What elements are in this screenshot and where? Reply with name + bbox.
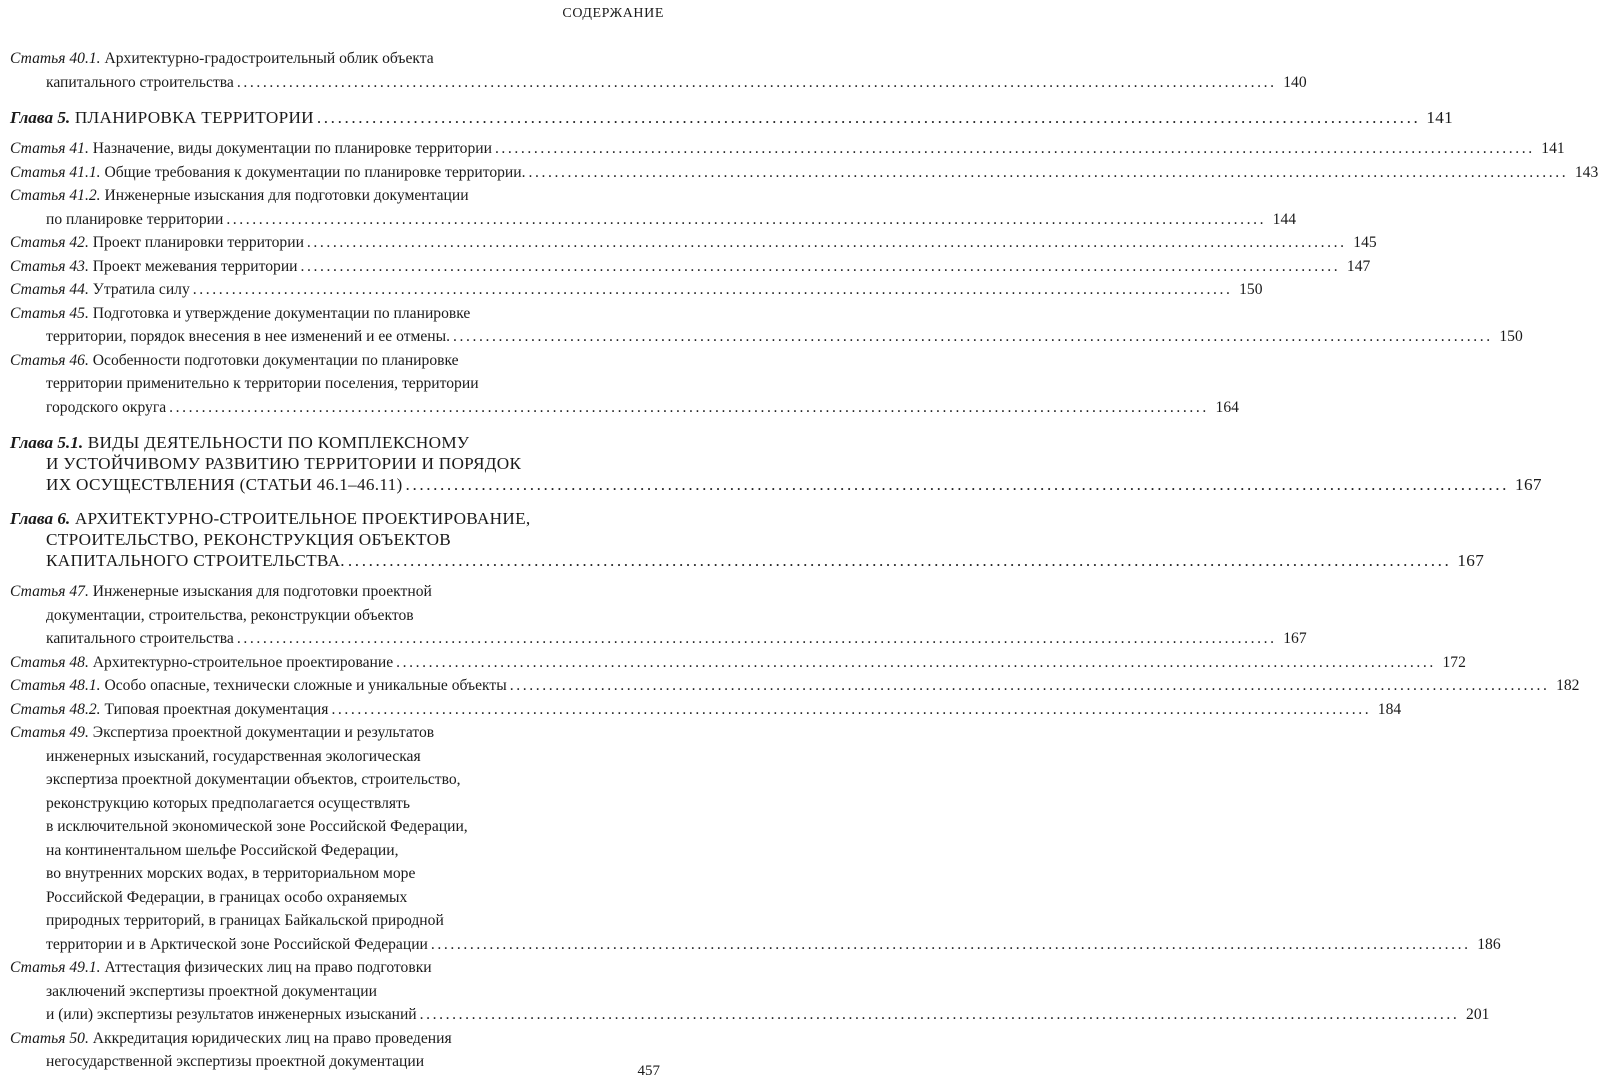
toc-entry-text: реконструкцию которых предполагается осуществлять xyxy=(46,794,410,812)
toc-entry-page: 141 xyxy=(1426,108,1454,127)
toc-entry-article-50[interactable] xyxy=(10,1027,660,1074)
toc-entry-text: Архитектурно-строительное проектирование xyxy=(92,653,394,671)
toc-entry-page: 167 xyxy=(1283,630,1307,647)
toc-entry-page: 172 xyxy=(1442,653,1466,671)
toc-entry-article-44[interactable] xyxy=(10,278,1263,302)
toc-entry-article-48[interactable] xyxy=(10,651,1466,675)
toc-entry-article-40-1[interactable] xyxy=(10,47,1307,94)
toc-entry-text: Архитектурно-градостроительный облик объекта xyxy=(104,50,434,67)
toc-entry-label: Статья 42. xyxy=(10,234,89,251)
toc-entry-page: 145 xyxy=(1353,234,1377,251)
dot-leader: ................................................................................................................................................................ xyxy=(430,935,1471,953)
toc-entry-text: природных территорий, в границах Байкальской природной xyxy=(46,912,444,929)
toc-entry-page: 184 xyxy=(1377,700,1402,718)
toc-entry-page: 147 xyxy=(1346,257,1371,275)
toc-entry-text: городского округа xyxy=(46,398,167,416)
toc-entry-article-43[interactable] xyxy=(10,255,1371,279)
toc-entry-page: 141 xyxy=(1541,140,1565,157)
toc-entry-text: инженерных изысканий, государственная экологическая xyxy=(46,747,421,765)
toc-entry-label: Статья 41. xyxy=(10,140,89,157)
toc-entry-page: 150 xyxy=(1499,328,1523,345)
toc-entry-page: 164 xyxy=(1215,398,1239,416)
toc-entry-text: КАПИТАЛЬНОГО СТРОИТЕЛЬСТВА. xyxy=(46,551,345,570)
toc-entry-page: 186 xyxy=(1477,935,1501,953)
toc-entry-text: Российской Федерации, в границах особо охраняемых xyxy=(46,888,408,906)
toc-entry-text: Особенности подготовки документации по планировке xyxy=(92,351,459,369)
dot-leader: ................................................................................................................................................................ xyxy=(405,475,1510,494)
toc-entry-page: 140 xyxy=(1283,73,1307,91)
toc-entry-text: на континентальном шельфе Российской Федерации, xyxy=(46,841,399,859)
toc-entry-label: Статья 49.1. xyxy=(10,959,101,976)
dot-leader: ................................................................................................................................................................ xyxy=(331,700,1372,718)
toc-entry-text: территории и в Арктической зоне Российской Федерации xyxy=(46,935,428,953)
toc-entry-label: Статья 41.1. xyxy=(10,163,101,181)
toc-entry-label: Статья 40.1. xyxy=(10,50,101,67)
toc-entry-label: Статья 48.1. xyxy=(10,677,101,694)
toc-entry-label: Статья 41.2. xyxy=(10,187,101,204)
toc-entry-label: Статья 50. xyxy=(10,1029,89,1047)
toc-entry-page: 167 xyxy=(1457,551,1485,570)
toc-entry-text: Проект межевания территории xyxy=(92,257,298,275)
dot-leader: ................................................................................................................................................................ xyxy=(226,210,1267,228)
dot-leader: ................................................................................................................................................................ xyxy=(236,630,1277,647)
toc-entry-label: Статья 47. xyxy=(10,583,89,600)
toc-entry-label: Глава 5. xyxy=(10,108,71,127)
toc-entry-article-42[interactable] xyxy=(10,231,1377,255)
toc-entry-text: по планировке территории xyxy=(46,210,224,228)
dot-leader: ................................................................................................................................................................ xyxy=(300,257,1341,275)
toc-entry-text: негосударственной экспертизы проектной документации xyxy=(46,1053,425,1070)
toc-entry-chapter-5-1[interactable] xyxy=(10,432,1542,495)
dot-leader: ................................................................................................................................................................ xyxy=(494,140,1535,157)
dot-leader: ................................................................................................................................................................ xyxy=(192,281,1233,298)
toc-entry-text: капитального строительства xyxy=(46,630,234,647)
toc-entry-text: капитального строительства xyxy=(46,73,234,91)
toc-entry-page: 143 xyxy=(1574,163,1598,181)
toc-entry-label: Статья 43. xyxy=(10,257,89,275)
dot-leader: ................................................................................................................................................................ xyxy=(306,234,1347,251)
toc-entry-text: Подготовка и утверждение документации по планировке xyxy=(92,304,471,322)
toc-entry-text: Проект планировки территории xyxy=(92,234,304,251)
toc-entry-text: Аттестация физических лиц на право подготовки xyxy=(104,959,432,976)
toc-entry-text: экспертиза проектной документации объектов, строительство, xyxy=(46,771,461,788)
toc-entry-page: 150 xyxy=(1239,281,1263,298)
toc-entry-text: ИХ ОСУЩЕСТВЛЕНИЯ (СТАТЬИ 46.1–46.11) xyxy=(46,475,403,494)
dot-leader: ................................................................................................................................................................ xyxy=(236,73,1277,91)
toc-entry-article-45[interactable] xyxy=(10,302,1523,349)
toc-entry-label: Статья 45. xyxy=(10,304,89,322)
dot-leader: ................................................................................................................................................................ xyxy=(316,108,1421,127)
toc-entry-text: территории применительно к территории поселения, территории xyxy=(46,375,479,392)
toc-entry-page: 182 xyxy=(1556,677,1580,694)
dot-leader: ................................................................................................................................................................ xyxy=(528,163,1569,181)
toc-entry-label: Глава 6. xyxy=(10,509,71,528)
dot-leader: ................................................................................................................................................................ xyxy=(419,1006,1460,1023)
toc-entry-text: Особо опасные, технически сложные и уникальные объекты xyxy=(104,677,507,694)
toc-entry-article-46[interactable] xyxy=(10,349,1239,420)
toc-entry-label: Статья 48.2. xyxy=(10,700,101,718)
toc-entry-article-41-1[interactable] xyxy=(10,161,1598,185)
toc-entry-text: Аккредитация юридических лиц на право проведения xyxy=(92,1029,452,1047)
toc-entry-text: Инженерные изыскания для подготовки документации xyxy=(104,187,469,204)
dot-leader: ................................................................................................................................................................ xyxy=(169,398,1209,416)
toc-entry-page: 144 xyxy=(1272,210,1297,228)
table-of-contents xyxy=(10,47,1598,1074)
toc-entry-text: ПЛАНИРОВКА ТЕРРИТОРИИ xyxy=(74,108,314,127)
toc-entry-label: Статья 49. xyxy=(10,724,89,741)
toc-entry-text: И УСТОЙЧИВОМУ РАЗВИТИЮ ТЕРРИТОРИИ И ПОРЯДОК xyxy=(46,454,522,473)
dot-leader: ................................................................................................................................................................ xyxy=(396,653,1436,671)
dot-leader: ................................................................................................................................................................ xyxy=(347,551,1452,570)
toc-entry-label: Статья 48. xyxy=(10,653,89,671)
toc-entry-text: в исключительной экономической зоне Российской Федерации, xyxy=(46,818,468,835)
toc-entry-text: Инженерные изыскания для подготовки проектной xyxy=(92,583,432,600)
toc-entry-text: Типовая проектная документация xyxy=(104,700,329,718)
toc-entry-chapter-6[interactable] xyxy=(10,508,1485,571)
toc-entry-text: Экспертиза проектной документации и результатов xyxy=(92,724,435,741)
toc-entry-text: и (или) экспертизы результатов инженерных изысканий xyxy=(46,1006,417,1023)
toc-entry-label: Глава 5.1. xyxy=(10,433,84,452)
toc-entry-text: документации, строительства, реконструкции объектов xyxy=(46,606,414,624)
toc-entry-text: заключений экспертизы проектной документации xyxy=(46,982,377,1000)
toc-entry-text: Назначение, виды документации по планировке территории xyxy=(92,140,492,157)
toc-entry-article-47[interactable] xyxy=(10,580,1307,651)
running-head-title: СОДЕРЖАНИЕ xyxy=(562,6,664,21)
toc-entry-text: СТРОИТЕЛЬСТВО, РЕКОНСТРУКЦИЯ ОБЪЕКТОВ xyxy=(46,530,452,549)
toc-entry-article-48-1[interactable] xyxy=(10,674,1580,698)
toc-entry-article-48-2[interactable] xyxy=(10,698,1402,722)
toc-entry-text: Утратила силу xyxy=(92,281,190,298)
dot-leader: ................................................................................................................................................................ xyxy=(453,328,1493,345)
toc-entry-text: территории, порядок внесения в нее изменений и ее отмены. xyxy=(46,328,451,345)
toc-entry-chapter-5[interactable] xyxy=(10,107,1454,128)
toc-entry-label: Статья 46. xyxy=(10,351,89,369)
dot-leader: ................................................................................................................................................................ xyxy=(509,677,1550,694)
toc-entry-label: Статья 44. xyxy=(10,281,89,298)
toc-entry-article-41-2[interactable] xyxy=(10,184,1297,231)
toc-entry-article-49[interactable] xyxy=(10,721,1501,956)
toc-entry-article-49-1[interactable] xyxy=(10,956,1490,1027)
toc-entry-article-41[interactable] xyxy=(10,137,1565,161)
page-number: 457 xyxy=(637,1063,660,1079)
toc-entry-text: во внутренних морских водах, в территориальном море xyxy=(46,865,416,882)
toc-entry-text: АРХИТЕКТУРНО-СТРОИТЕЛЬНОЕ ПРОЕКТИРОВАНИЕ, xyxy=(74,509,531,528)
toc-entry-text: Общие требования к документации по планировке территории. xyxy=(104,163,526,181)
toc-entry-page: 201 xyxy=(1466,1006,1490,1023)
toc-entry-text: ВИДЫ ДЕЯТЕЛЬНОСТИ ПО КОМПЛЕКСНОМУ xyxy=(87,433,470,452)
toc-entry-page: 167 xyxy=(1515,475,1542,494)
